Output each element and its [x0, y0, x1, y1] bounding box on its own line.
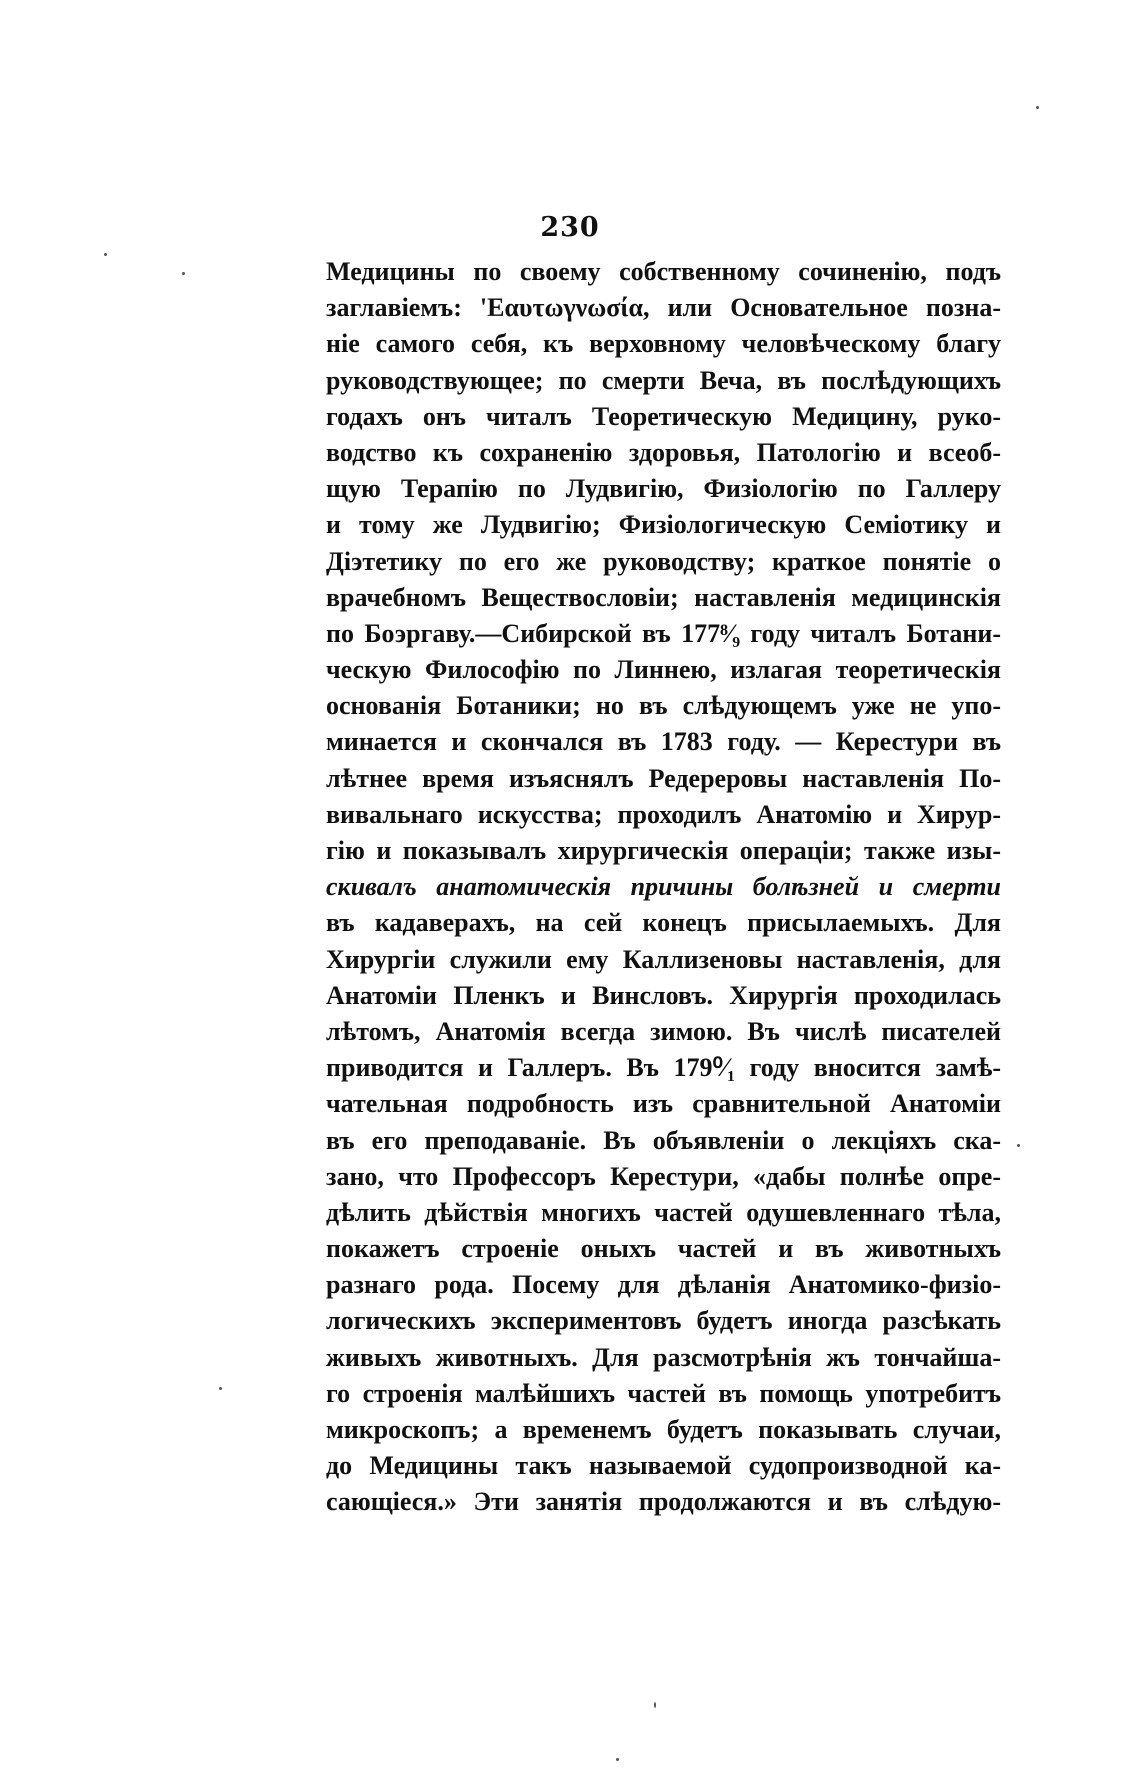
text-line: основанія Ботаники; но въ слѣдующемъ уже не упо-: [326, 691, 1001, 721]
text-line: приводится и Галлеръ. Въ 179⁰⁄₁ году вносится замѣ-: [326, 1053, 1001, 1083]
text-line: логическихъ экспериментовъ будетъ иногда разсѣкать: [326, 1306, 1001, 1336]
text-line: до Медицины такъ называемой судопроизводной ка-: [326, 1451, 1001, 1481]
text-line: микроскопъ; а временемъ будетъ показывать случаи,: [326, 1415, 1001, 1444]
text-line: врачебномъ Веществословіи; наставленія медицинскія: [326, 582, 1001, 612]
text-line: Анатоміи Пленкъ и Винсловъ. Хирургія проходилась: [326, 980, 1001, 1010]
scan-speck: [616, 1758, 619, 1761]
text-line: живыхъ животныхъ. Для разсмотрѣнія жъ тончайша-: [326, 1342, 1001, 1372]
scan-speck: [104, 253, 107, 256]
scan-speck: [219, 1387, 222, 1390]
text-line: лѣтнее время изъяснялъ Редереровы наставленія По-: [326, 763, 1001, 793]
text-line: лѣтомъ, Анатомія всегда зимою. Въ числѣ писателей: [326, 1016, 1001, 1046]
text-line: по Боэргаву.—Сибирской въ 177⁸⁄₉ году читалъ Ботани-: [326, 618, 1001, 648]
text-line: щую Терапію по Лудвигію, Физіологію по Галлеру: [326, 474, 1001, 504]
text-line: годахъ онъ читалъ Теоретическую Медицину, руко-: [326, 401, 1001, 431]
text-line: покажетъ строеніе оныхъ частей и въ животныхъ: [326, 1234, 1001, 1264]
text-line: го строенія малѣйшихъ частей въ помощь употребитъ: [326, 1378, 1001, 1408]
text-line: дѣлить дѣйствія многихъ частей одушевленнаго тѣла,: [326, 1197, 1001, 1227]
text-line: вивальнаго искусства; проходилъ Анатомію и Хирур-: [326, 799, 1001, 829]
scan-speck: [182, 272, 185, 275]
page-number: 230: [540, 212, 600, 243]
text-line: Діэтетику по его же руководству; краткое понятіе о: [326, 546, 1001, 576]
scan-speck: [1036, 106, 1039, 109]
scan-speck: [654, 1702, 656, 1708]
text-line: Медицины по своему собственному сочиненію, подъ: [326, 257, 1001, 286]
body-text: [326, 254, 1001, 1521]
text-line: руководствующее; по смерти Веча, въ послѣдующихъ: [326, 365, 1001, 395]
text-line: разнаго рода. Посему для дѣланія Анатомико-физіо-: [326, 1270, 1001, 1300]
text-line: ческую Философію по Линнею, излагая теоретическія: [326, 655, 1001, 685]
text-line: Хирургіи служили ему Каллизеновы наставленія, для: [326, 944, 1001, 974]
text-line: зано, что Профессоръ Керестури, «дабы полнѣе опре-: [326, 1161, 1001, 1191]
text-line: и тому же Лудвигію; Физіологическую Семіотику и: [326, 510, 1001, 540]
text-line: заглавіемъ: 'Εαυτωγνωσία, или Основательное позна-: [326, 293, 1001, 323]
text-line: сающіеся.» Эти занятія продолжаются и въ слѣдую-: [326, 1487, 1001, 1517]
text-line: скивалъ анатомическія причины болѣзней и смерти: [326, 872, 1001, 902]
text-line: гію и показывалъ хирургическія операціи; также изы-: [326, 836, 1001, 865]
text-line: минается и скончался въ 1783 году. — Керестури въ: [326, 727, 1001, 757]
text-line: въ его преподаваніе. Въ объявленіи о лекціяхъ ска-: [326, 1125, 1001, 1155]
text-line: ніе самого себя, къ верховному человѣческому благу: [326, 329, 1001, 359]
text-line: въ кадаверахъ, на сей конецъ присылаемыхъ. Для: [326, 908, 1001, 938]
text-line: водство къ сохраненію здоровья, Патологію и всеоб-: [326, 437, 1001, 467]
text-line: чательная подробность изъ сравнительной Анатоміи: [326, 1089, 1001, 1119]
scan-speck: [1017, 1144, 1020, 1147]
